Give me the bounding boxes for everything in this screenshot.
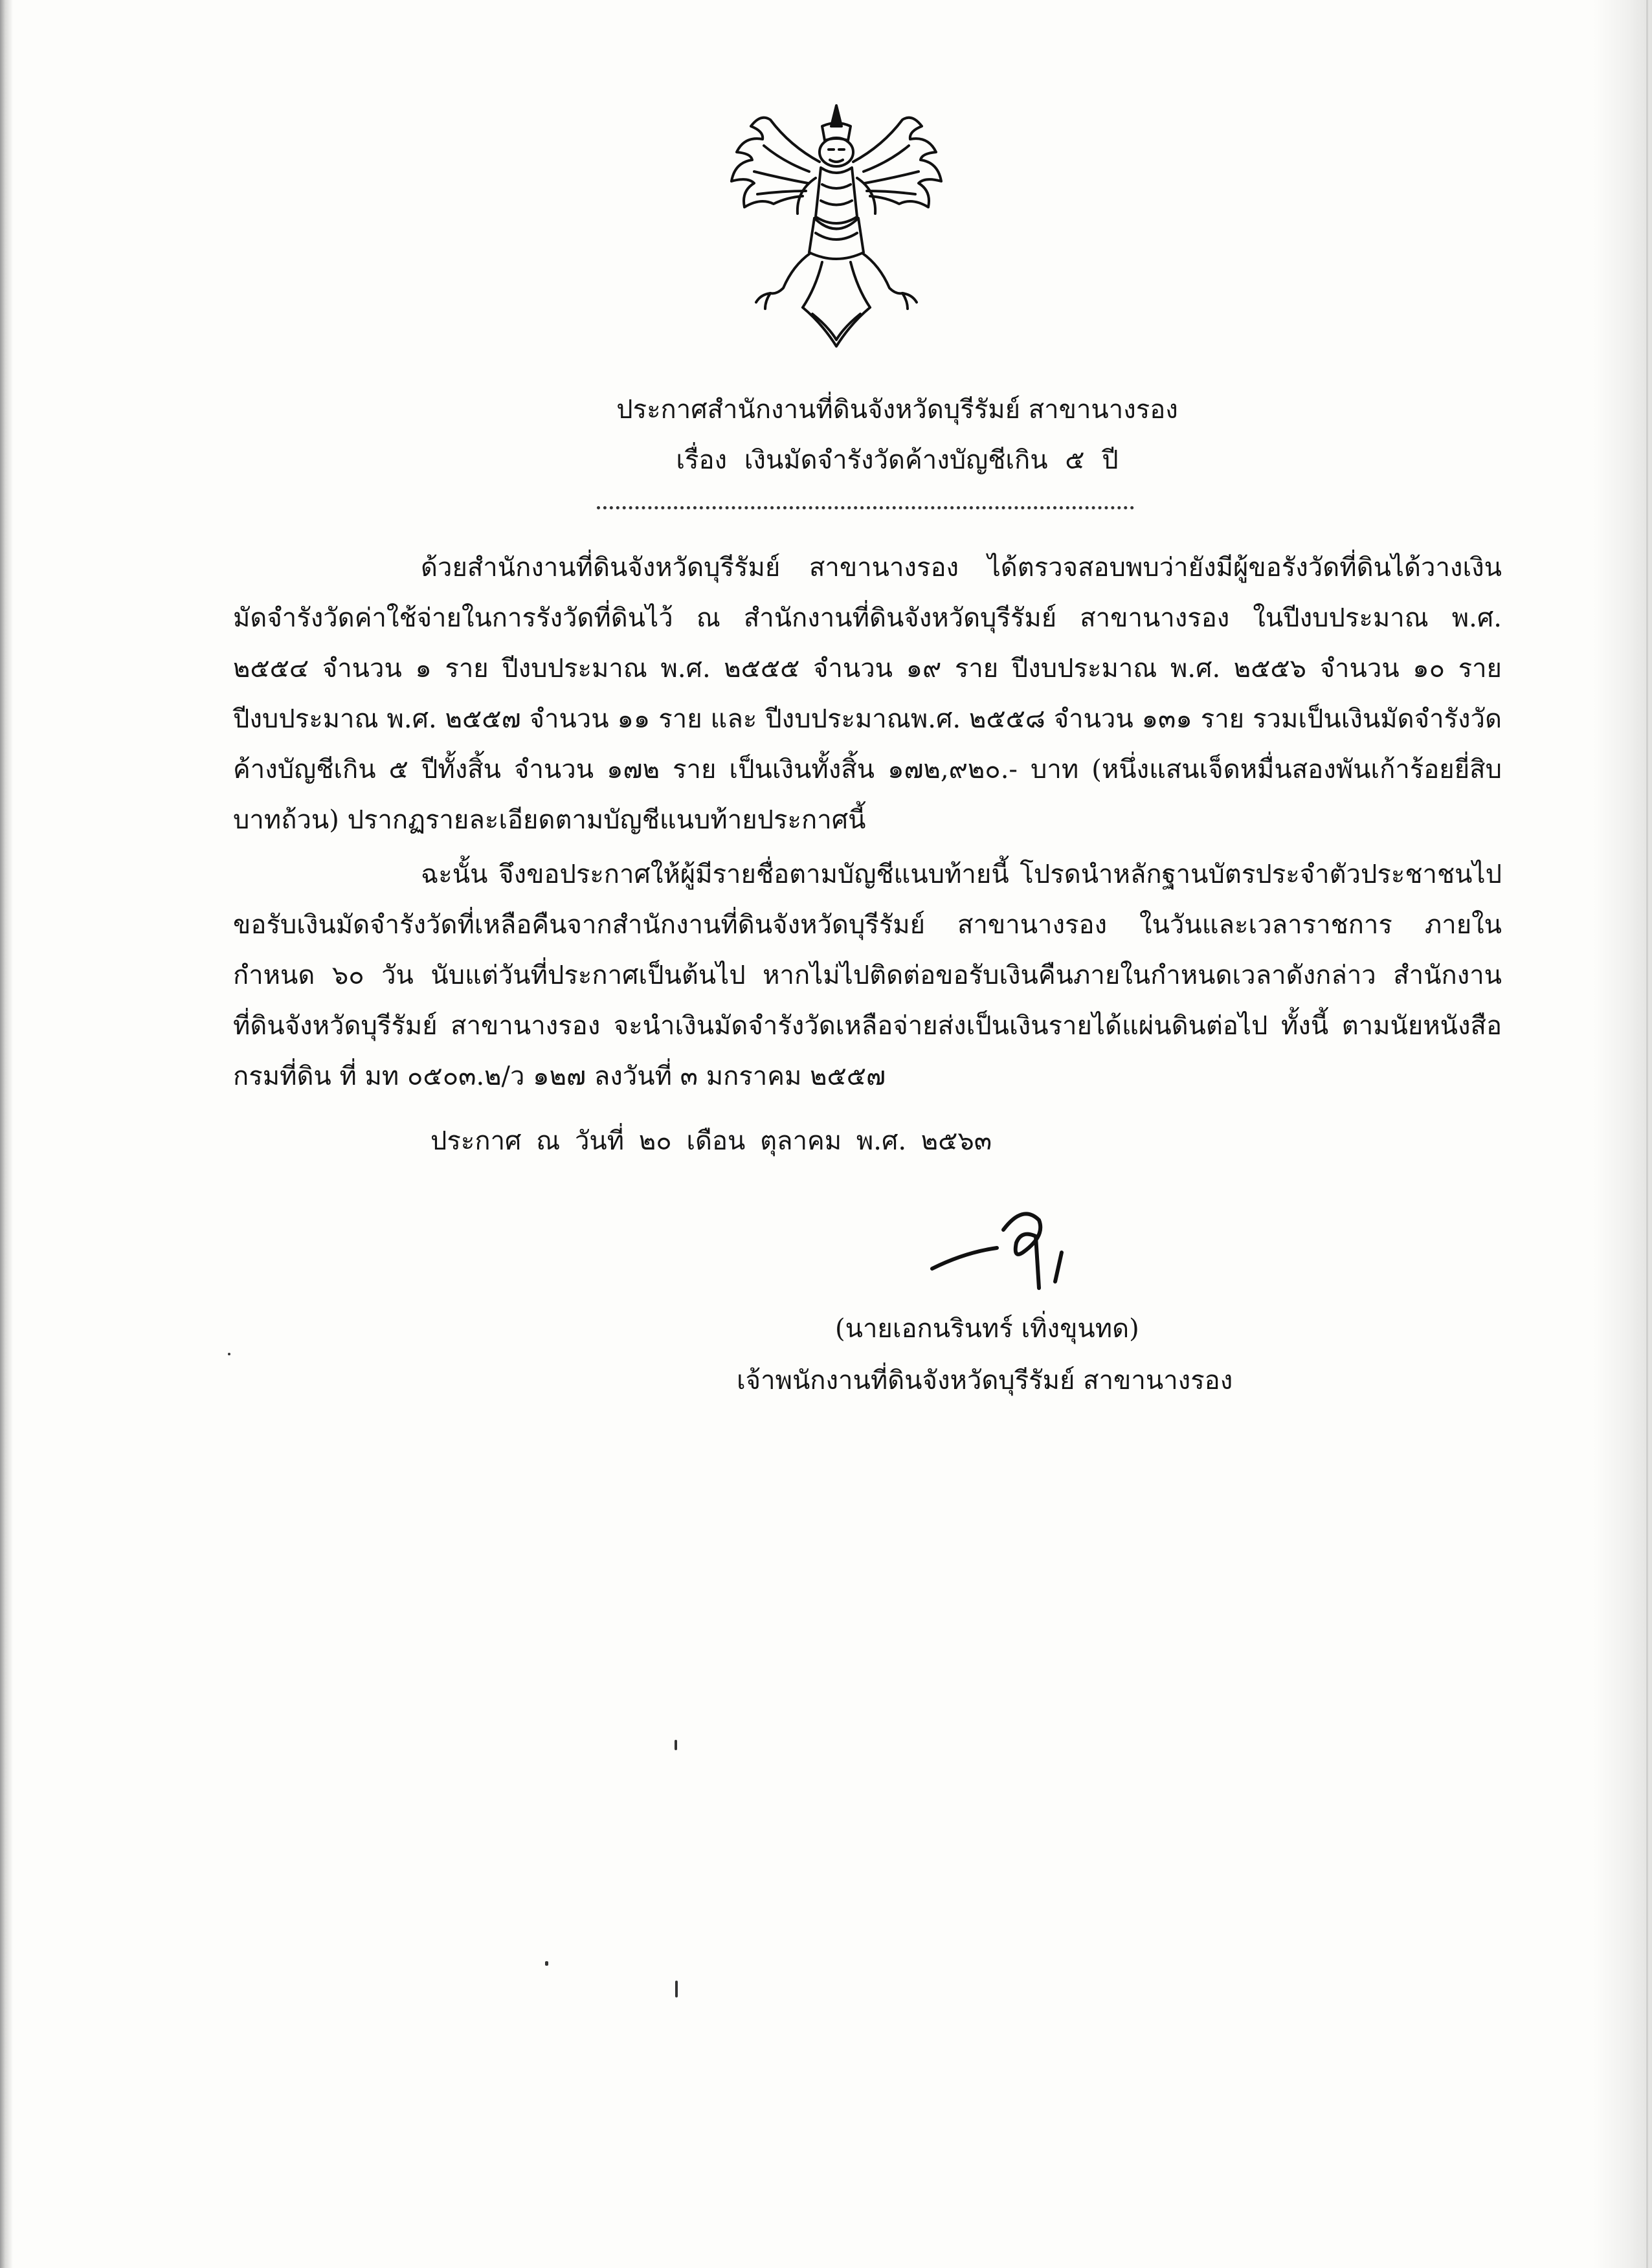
signature (926, 1191, 1094, 1295)
announcement-date: ประกาศ ณ วันที่ ๒๐ เดือน ตุลาคม พ.ศ. ๒๕๖๓ (430, 1126, 992, 1156)
scan-speck (675, 1740, 677, 1750)
signatory-position: เจ้าพนักงานที่ดินจังหวัดบุรีรัมย์ สาขานางรอง (737, 1366, 1233, 1395)
scan-edge-right (1594, 0, 1652, 2268)
announcement-subject: เรื่อง เงินมัดจำรังวัดค้างบัญชีเกิน ๕ ปี (676, 445, 1119, 475)
scan-speck (228, 1353, 230, 1355)
scan-speck (675, 1981, 678, 1997)
garuda-emblem-icon (725, 100, 948, 350)
signatory-name: (นายเอกนรินทร์ เทิ่งขุนทด) (835, 1314, 1139, 1344)
body-paragraph-2: ฉะนั้น จึงขอประกาศให้ผู้มีรายชื่อตามบัญชีแนบท้ายนี้ โปรดนำหลักฐานบัตรประจำตัวประชาชนไปขอรับเงินมัดจำรังวัดที่เหลือคืนจากสำนักงานที่ดินจังหวัดบุรีรัมย์ สาขานางรอง ในวันและเวลาราชการ ภายในกำหนด ๖๐ วัน นับแต่วันที่ประกาศเป็นต้นไป หากไม่ไปติดต่อขอรับเงินคืนภายในกำหนดเวลาดังกล่าว สำนักงานที่ดินจังหวัดบุรีรัมย์ สาขานางรอง จะนำเงินมัดจำรังวัดเหลือจ่ายส่งเป็นเงินรายได้แผ่นดินต่อไป ทั้งนี้ ตามนัยหนังสือกรมที่ดิน ที่ มท ๐๕๐๓.๒/ว ๑๒๗ ลงวันที่ ๓ มกราคม ๒๕๕๗ (233, 860, 1502, 1091)
scan-edge-line (1646, 0, 1648, 2268)
dotted-divider (597, 506, 1134, 509)
announcement-title: ประกาศสำนักงานที่ดินจังหวัดบุรีรัมย์ สาขานางรอง (616, 395, 1178, 425)
scan-edge-left (0, 0, 13, 2268)
body-paragraph-1: ด้วยสำนักงานที่ดินจังหวัดบุรีรัมย์ สาขานางรอง ได้ตรวจสอบพบว่ายังมีผู้ขอรังวัดที่ดินได้วางเงินมัดจำรังวัดค่าใช้จ่ายในการรังวัดที่ดินไว้ ณ สำนักงานที่ดินจังหวัดบุรีรัมย์ สาขานางรอง ในปีงบประมาณ พ.ศ. ๒๕๕๔ จำนวน ๑ ราย ปีงบประมาณ พ.ศ. ๒๕๕๕ จำนวน ๑๙ ราย ปีงบประมาณ พ.ศ. ๒๕๕๖ จำนวน ๑๐ ราย ปีงบประมาณ พ.ศ. ๒๕๕๗ จำนวน ๑๑ ราย และ ปีงบประมาณพ.ศ. ๒๕๕๘ จำนวน ๑๓๑ ราย รวมเป็นเงินมัดจำรังวัดค้างบัญชีเกิน ๕ ปีทั้งสิ้น จำนวน ๑๗๒ ราย เป็นเงินทั้งสิ้น ๑๗๒,๙๒๐.- บาท (หนึ่งแสนเจ็ดหมื่นสองพันเก้าร้อยยี่สิบบาทถ้วน) ปรากฏรายละเอียดตามบัญชีแนบท้ายประกาศนี้ (233, 553, 1502, 835)
scan-speck (545, 1961, 548, 1966)
